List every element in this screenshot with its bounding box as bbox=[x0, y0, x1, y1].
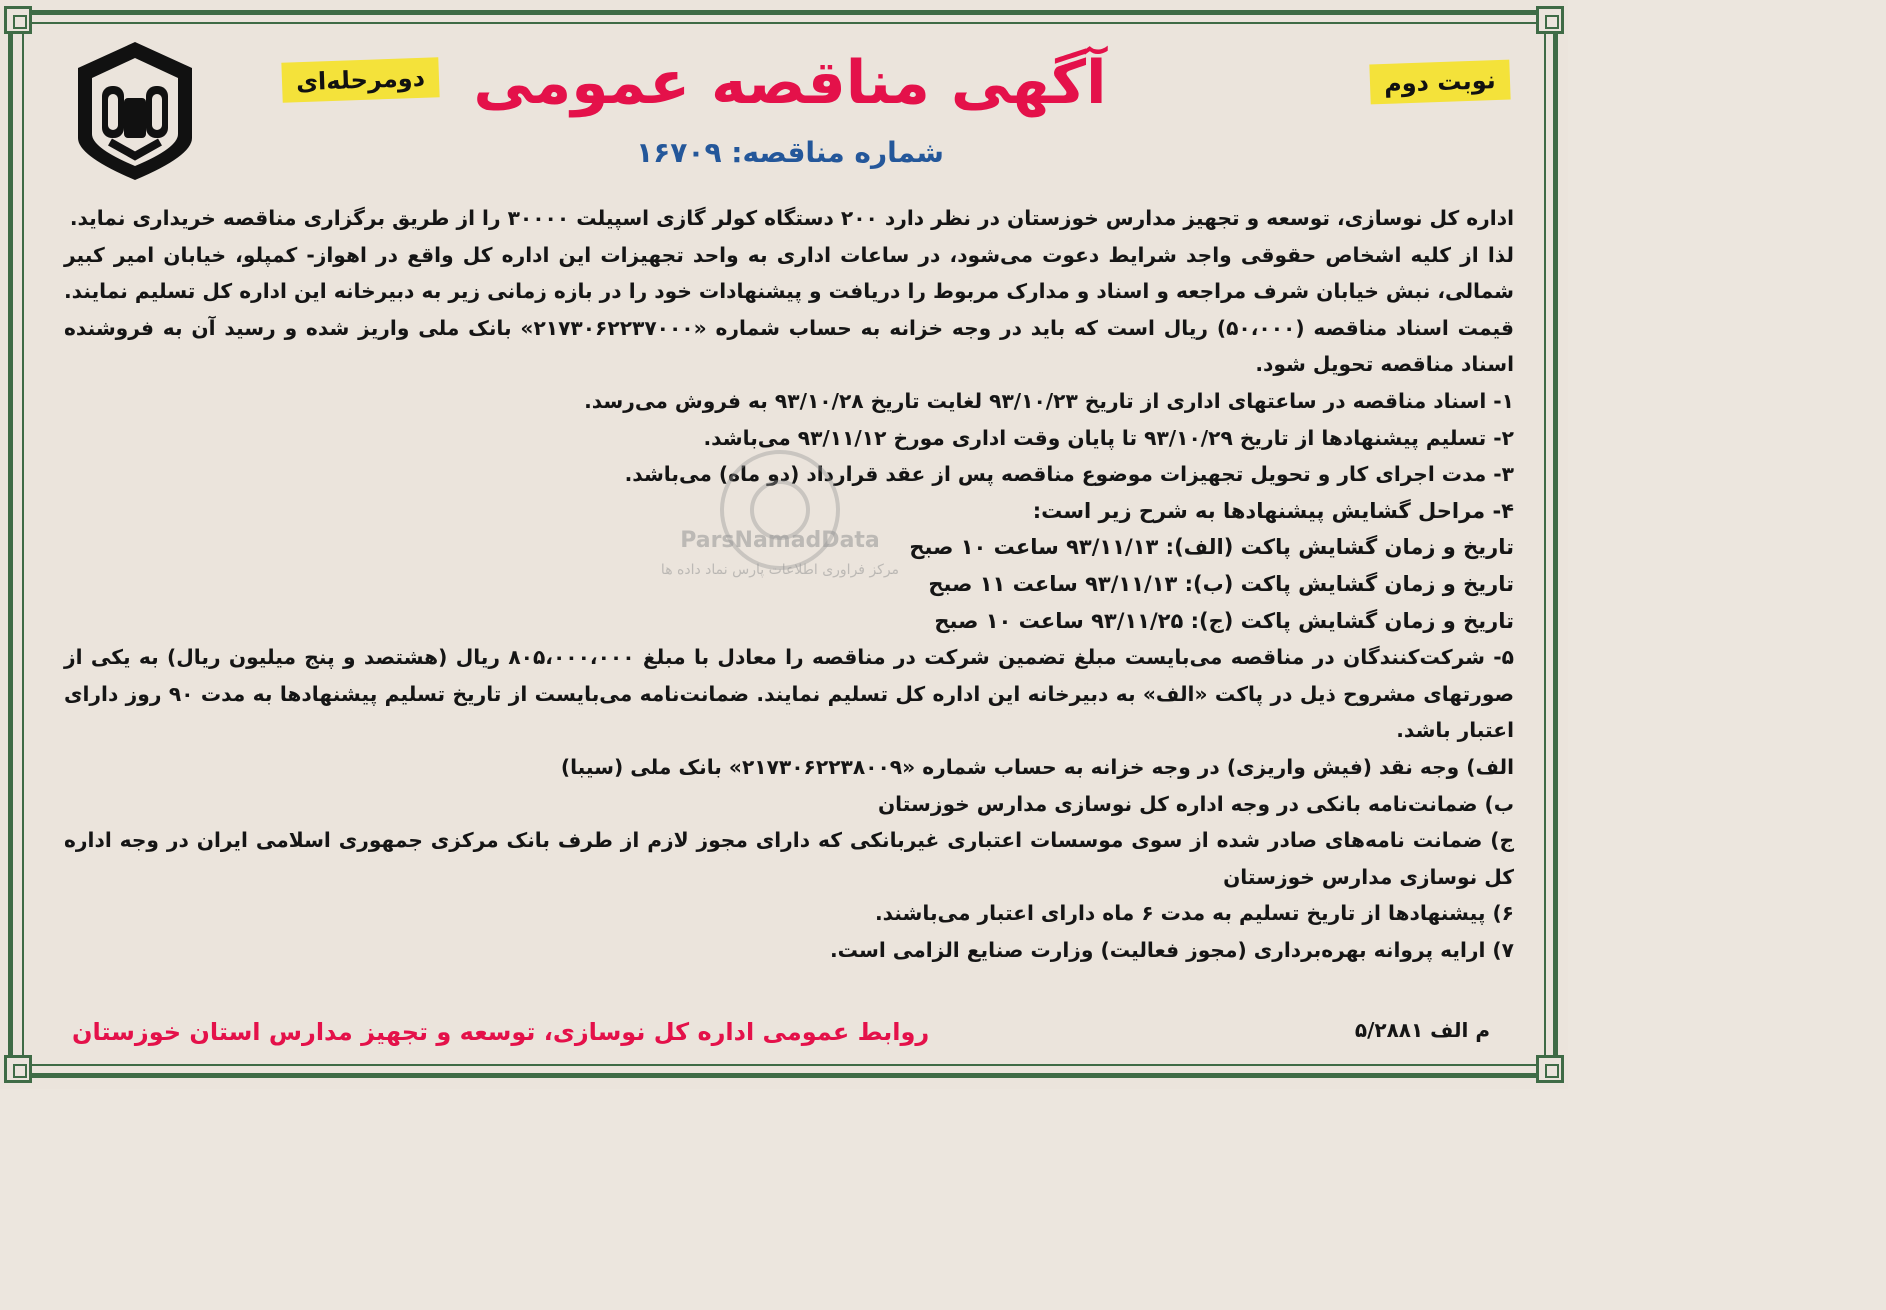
organization-logo bbox=[70, 38, 200, 184]
opening-packet-a: تاریخ و زمان گشایش پاکت (الف): ۹۳/۱۱/۱۳ ساعت ۱۰ صبح bbox=[909, 535, 1514, 560]
clause-3: ۳- مدت اجرای کار و تحویل تجهیزات موضوع مناقصه پس از عقد قرارداد (دو ماه) می‌باشد. bbox=[624, 462, 1514, 487]
two-stage-badge: دومرحله‌ای bbox=[281, 57, 439, 102]
notice-body bbox=[64, 200, 1514, 968]
clause-5: ۵- شرکت‌کنندگان در مناقصه می‌بایست مبلغ تضمین شرکت در مناقصه را معادل با مبلغ ۸۰۵،۰۰۰،۰۰۰ ریال (هشتصد و پنج میلیون ریال) به یکی از صورتهای مشروح ذیل در پاکت «الف» به دبیرخانه این اداره کل تسلیم نمایند. ضمانت‌نامه می‌بایست از تاریخ تسلیم پیشنهادها به مدت ۹۰ روز دارای اعتبار باشد. bbox=[64, 645, 1514, 743]
clause-1: ۱- اسناد مناقصه در ساعتهای اداری از تاریخ ۹۳/۱۰/۲۳ لغایت تاریخ ۹۳/۱۰/۲۸ به فروش می‌رسد. bbox=[584, 388, 1514, 413]
clause-2: ۲- تسلیم پیشنهادها از تاریخ ۹۳/۱۰/۲۹ تا پایان وقت اداری مورخ ۹۳/۱۱/۱۲ می‌باشد. bbox=[703, 425, 1514, 450]
corner-ornament bbox=[1536, 6, 1564, 34]
clause-7: ۷) ارایه پروانه بهره‌برداری (مجوز فعالیت) وزارت صنایع الزامی است. bbox=[829, 937, 1514, 962]
notice-title: آگهی مناقصه عمومی bbox=[473, 48, 1107, 118]
corner-ornament bbox=[4, 6, 32, 34]
publisher-credit: روابط عمومی اداره کل نوسازی، توسعه و تجهیز مدارس استان خوزستان bbox=[72, 1018, 930, 1046]
clause-4: ۴- مراحل گشایش پیشنهادها به شرح زیر است: bbox=[1032, 498, 1514, 523]
clause-5c: ج) ضمانت نامه‌های صادر شده از سوی موسسات اعتباری غیربانکی که دارای مجوز لازم از طرف بانک مرکزی جمهوری اسلامی ایران در وجه اداره کل نوسازی مدارس خوزستان bbox=[64, 828, 1514, 889]
second-publication-badge: نوبت دوم bbox=[1370, 60, 1511, 105]
intro-paragraph: اداره کل نوسازی، توسعه و تجهیز مدارس خوزستان در نظر دارد ۲۰۰ دستگاه کولر گازی اسپیلت ۳۰۰۰۰ را از طریق برگزاری مناقصه خریداری نماید. bbox=[69, 206, 1514, 230]
invitation-paragraph: لذا از کلیه اشخاص حقوقی واجد شرایط دعوت می‌شود، در ساعات اداری به واحد تجهیزات این اداره کل واقع در اهواز- کمپلو، خیابان امیر کبیر شمالی، نبش خیابان شرف مراجعه و اسناد و مدارک مربوط را دریافت و پیشنهادات خود را در بازه زمانی زیر به دبیرخانه این اداره کل تسلیم نمایند. قیمت اسناد مناقصه (۵۰،۰۰۰) ریال است که باید در وجه خزانه به حساب شماره «۲۱۷۳۰۶۲۲۳۷۰۰۰» بانک ملی واریز شده و رسید آن به فروشنده اسناد مناقصه تحویل شود. bbox=[64, 242, 1515, 377]
clause-6: ۶) پیشنهادها از تاریخ تسلیم به مدت ۶ ماه دارای اعتبار می‌باشند. bbox=[874, 901, 1514, 926]
corner-ornament bbox=[1536, 1055, 1564, 1083]
clause-5a: الف) وجه نقد (فیش واریزی) در وجه خزانه به حساب شماره «۲۱۷۳۰۶۲۲۳۸۰۰۹» بانک ملی (سیبا) bbox=[560, 754, 1514, 779]
notice-reference: م الف ۵/۲۸۸۱ bbox=[1354, 1018, 1490, 1042]
watermark-tagline: مرکز فراوری اطلاعات پارس نماد داده ها bbox=[660, 562, 900, 578]
opening-packet-b: تاریخ و زمان گشایش پاکت (ب): ۹۳/۱۱/۱۳ ساعت ۱۱ صبح bbox=[928, 571, 1514, 596]
opening-packet-c: تاریخ و زمان گشایش پاکت (ج): ۹۳/۱۱/۲۵ ساعت ۱۰ صبح bbox=[934, 608, 1514, 633]
clause-5b: ب) ضمانت‌نامه بانکی در وجه اداره کل نوسازی مدارس خوزستان bbox=[877, 791, 1514, 816]
tender-number: شماره مناقصه: ۱۶۷۰۹ bbox=[636, 136, 944, 169]
corner-ornament bbox=[4, 1055, 32, 1083]
watermark-brand: ParsNamadData bbox=[680, 528, 880, 553]
